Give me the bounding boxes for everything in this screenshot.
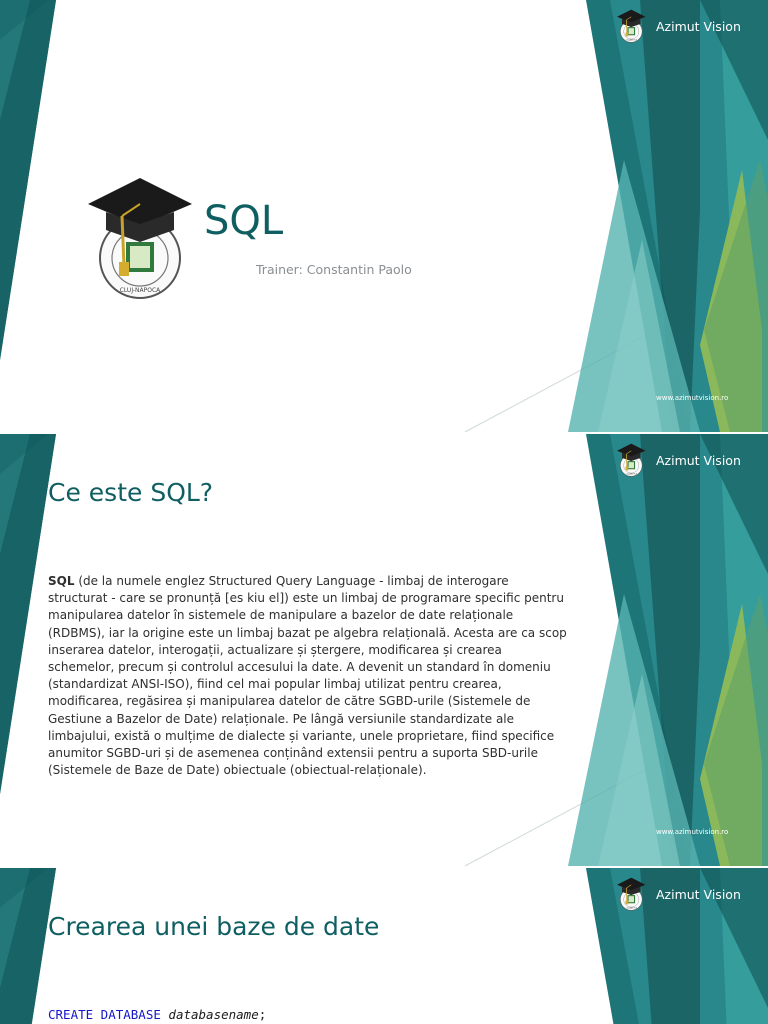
body-paragraph: (de la numele englez Structured Query Language - limbaj de interogare structurat - care se pronunță [es kiu el]) este un limbaj de programare specific pentru manipularea datelor în sistemele de manipulare a bazelor de date relaționale (RDBMS), iar la origine este un limbaj bazat pe algebra relațională. Acesta are ca scop inserarea datelor, interogații, actualizare și ștergere, modificarea și crearea schemelor, precum și controlul accesului la date. A devenit un standard în domeniu (standardizat ANSI-ISO), fiind cel mai popular limbaj utilizat pentru crearea, modificarea, regăsirea și manipularea datelor de către SGBD-urile (Sistemele de Gestiune a Bazelor de Date) relaționale. Pe lângă versiunile standardizate ale limbajului, există o mulțime de dialecte și variante, unele proprietare, fiind specifice anumitor SGBD-uri și de asemenea conținând extensii pentru a suporta SBD-urile (Sistemele de Baze de Date) obiectuale (obiectual-relaționale). [48,574,567,778]
brand-header [616,874,741,914]
slide-subtitle: Trainer: Constantin Paolo [256,262,412,277]
body-bold-term: SQL [48,574,75,588]
slide-title [0,0,768,432]
brand-header [616,440,741,480]
slide-what-is-sql [0,434,768,866]
slide-heading: Crearea unei baze de date [48,912,380,941]
slide-title-text: SQL [204,198,284,244]
slide-create-database [0,868,768,1024]
brand-name: Azimut Vision [656,452,741,468]
graduation-cap-logo-icon [84,174,194,302]
website-url: www.azimutvision.ro [656,828,729,836]
sql-parameter: databasename [168,1007,259,1022]
azimut-logo-icon [616,441,646,479]
slide-body-text [48,573,570,779]
brand-header [616,6,741,46]
website-url: www.azimutvision.ro [656,394,729,402]
brand-name: Azimut Vision [656,886,741,902]
slide-heading: Ce este SQL? [48,478,214,507]
brand-name: Azimut Vision [656,18,741,34]
sql-keyword: CREATE DATABASE [48,1007,161,1022]
sql-code-line [48,1007,266,1022]
azimut-logo-icon [616,7,646,45]
azimut-logo-icon [616,875,646,913]
sql-terminator: ; [258,1007,267,1022]
